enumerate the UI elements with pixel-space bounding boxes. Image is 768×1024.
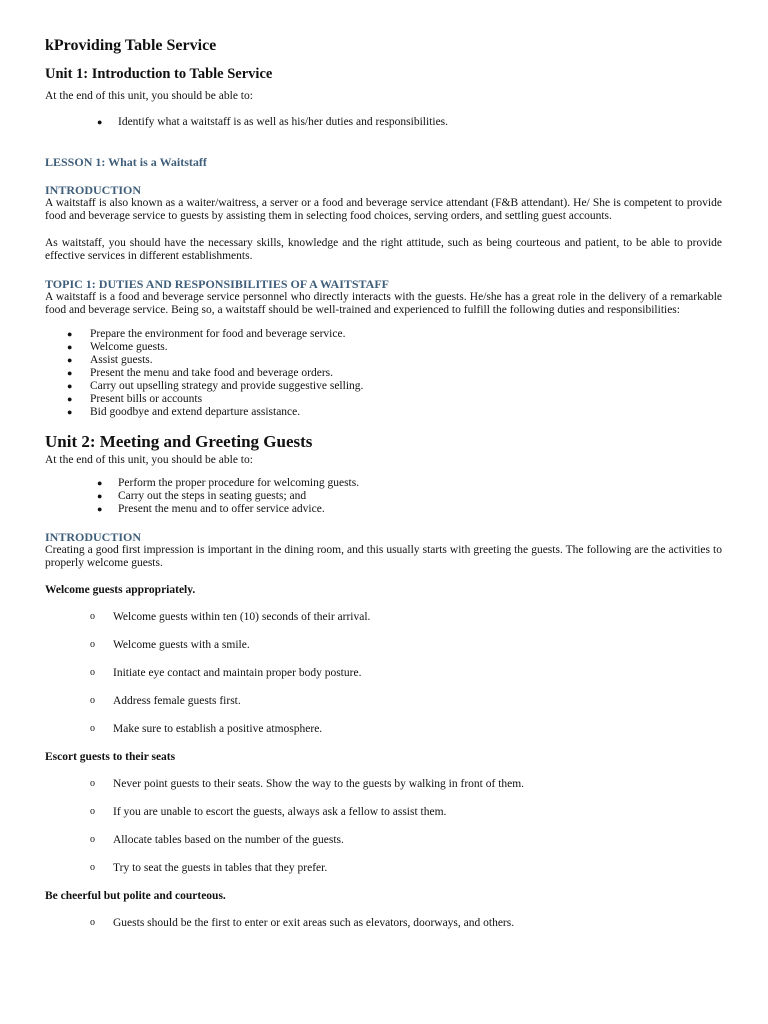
bullet-icon: ●	[67, 355, 73, 366]
list-item	[45, 116, 722, 129]
circle-bullet-icon: o	[90, 806, 95, 817]
item-text: Make sure to establish a positive atmosphere.	[113, 723, 323, 735]
circle-bullet-icon: o	[90, 917, 95, 928]
list-item	[45, 341, 722, 354]
bullet-icon: ●	[67, 368, 73, 379]
bullet-icon: ●	[67, 380, 73, 391]
unit1-objectives-list	[45, 116, 722, 129]
list-item	[45, 833, 722, 847]
welcome-list	[45, 610, 722, 736]
list-item	[45, 610, 722, 624]
duty-text: Carry out upselling strategy and provide suggestive selling.	[90, 379, 364, 392]
unit2-intro-para: Creating a good first impression is important in the dining room, and this usually starts with greeting the guests. The following are the activities to properly welcome guests.	[45, 543, 722, 569]
unit2-title: Unit 2: Meeting and Greeting Guests	[45, 431, 313, 451]
duty-text: Present the menu and take food and beverage orders.	[90, 367, 334, 380]
list-item	[45, 666, 722, 680]
bullet-icon: ●	[67, 342, 73, 353]
duty-text: Assist guests.	[90, 354, 153, 367]
list-item	[45, 406, 722, 419]
list-item	[45, 490, 722, 503]
topic1-heading: TOPIC 1: DUTIES AND RESPONSIBILITIES OF A WAITSTAFF	[45, 276, 389, 291]
bullet-icon: ●	[67, 406, 73, 417]
unit2-introduction-heading: INTRODUCTION	[45, 529, 142, 544]
section-heading-escort: Escort guests to their seats	[45, 751, 176, 763]
lesson1-heading: LESSON 1: What is a Waitstaff	[45, 155, 207, 170]
item-text: Allocate tables based on the number of the guests.	[113, 834, 344, 846]
circle-bullet-icon: o	[90, 611, 95, 622]
objective-text: Perform the proper procedure for welcoming guests.	[118, 476, 360, 489]
list-item	[45, 393, 722, 406]
unit1-intro: At the end of this unit, you should be able to:	[45, 90, 253, 102]
list-item	[45, 861, 722, 875]
document-title: kProviding Table Service	[45, 37, 217, 54]
lesson1-para2: As waitstaff, you should have the necessary skills, knowledge and the right attitude, such as being courteous and patient, to be able to provide effective services in different establishments.	[45, 236, 722, 262]
duty-text: Welcome guests.	[90, 341, 168, 354]
list-item	[45, 380, 722, 393]
objective-text: Present the menu and to offer service advice.	[118, 502, 325, 515]
item-text: Initiate eye contact and maintain proper body posture.	[113, 667, 362, 679]
circle-bullet-icon: o	[90, 695, 95, 706]
document-page	[45, 36, 722, 930]
item-text: Address female guests first.	[113, 695, 241, 707]
list-item	[45, 777, 722, 791]
item-text: Welcome guests with a smile.	[113, 639, 250, 651]
item-text: Welcome guests within ten (10) seconds of their arrival.	[113, 611, 371, 623]
list-item	[45, 503, 722, 516]
section-heading-welcome: Welcome guests appropriately.	[45, 584, 196, 596]
list-item	[45, 638, 722, 652]
unit1-title: Unit 1: Introduction to Table Service	[45, 66, 273, 82]
circle-bullet-icon: o	[90, 778, 95, 789]
duty-text: Present bills or accounts	[90, 392, 203, 405]
list-item	[45, 805, 722, 819]
item-text: Guests should be the first to enter or exit areas such as elevators, doorways, and others.	[113, 917, 515, 929]
bullet-icon: ●	[97, 477, 103, 488]
unit2-intro: At the end of this unit, you should be able to:	[45, 453, 253, 466]
objective-text: Carry out the steps in seating guests; and	[118, 489, 307, 502]
list-item	[45, 328, 722, 341]
list-item	[45, 477, 722, 490]
item-text: Never point guests to their seats. Show the way to the guests by walking in front of them.	[113, 778, 525, 790]
circle-bullet-icon: o	[90, 862, 95, 873]
list-item	[45, 354, 722, 367]
lesson1-introduction-heading: INTRODUCTION	[45, 183, 142, 198]
section-heading-cheerful: Be cheerful but polite and courteous.	[45, 890, 226, 902]
duties-list	[45, 328, 722, 418]
circle-bullet-icon: o	[90, 667, 95, 678]
bullet-icon: ●	[97, 490, 103, 501]
item-text: If you are unable to escort the guests, always ask a fellow to assist them.	[113, 806, 447, 818]
list-item	[45, 367, 722, 380]
item-text: Try to seat the guests in tables that they prefer.	[113, 862, 328, 874]
list-item	[45, 694, 722, 708]
list-item	[45, 916, 722, 930]
bullet-icon: ●	[97, 117, 103, 128]
lesson1-para1: A waitstaff is also known as a waiter/waitress, a server or a food and beverage service attendant (F&B attendant). He/ She is competent to provide food and beverage service to guests by assisting them in selecting food choices, serving orders, and settling guest accounts.	[45, 197, 722, 223]
circle-bullet-icon: o	[90, 834, 95, 845]
duty-text: Bid goodbye and extend departure assistance.	[90, 405, 301, 418]
bullet-icon: ●	[67, 329, 73, 340]
circle-bullet-icon: o	[90, 723, 95, 734]
cheerful-list	[45, 916, 722, 930]
list-item	[45, 722, 722, 736]
duty-text: Prepare the environment for food and beverage service.	[90, 328, 346, 341]
unit2-objectives-list	[45, 477, 722, 516]
bullet-icon: ●	[67, 393, 73, 404]
circle-bullet-icon: o	[90, 639, 95, 650]
topic1-para: A waitstaff is a food and beverage service personnel who directly interacts with the guests. He/she has a great role in the delivery of a remarkable food and beverage service. Being so, a waitstaff should be well-trained and experienced to fulfill the following duties and responsibilities:	[45, 290, 722, 317]
bullet-icon: ●	[97, 503, 103, 514]
escort-list	[45, 777, 722, 875]
objective-text: Identify what a waitstaff is as well as his/her duties and responsibilities.	[118, 116, 449, 129]
